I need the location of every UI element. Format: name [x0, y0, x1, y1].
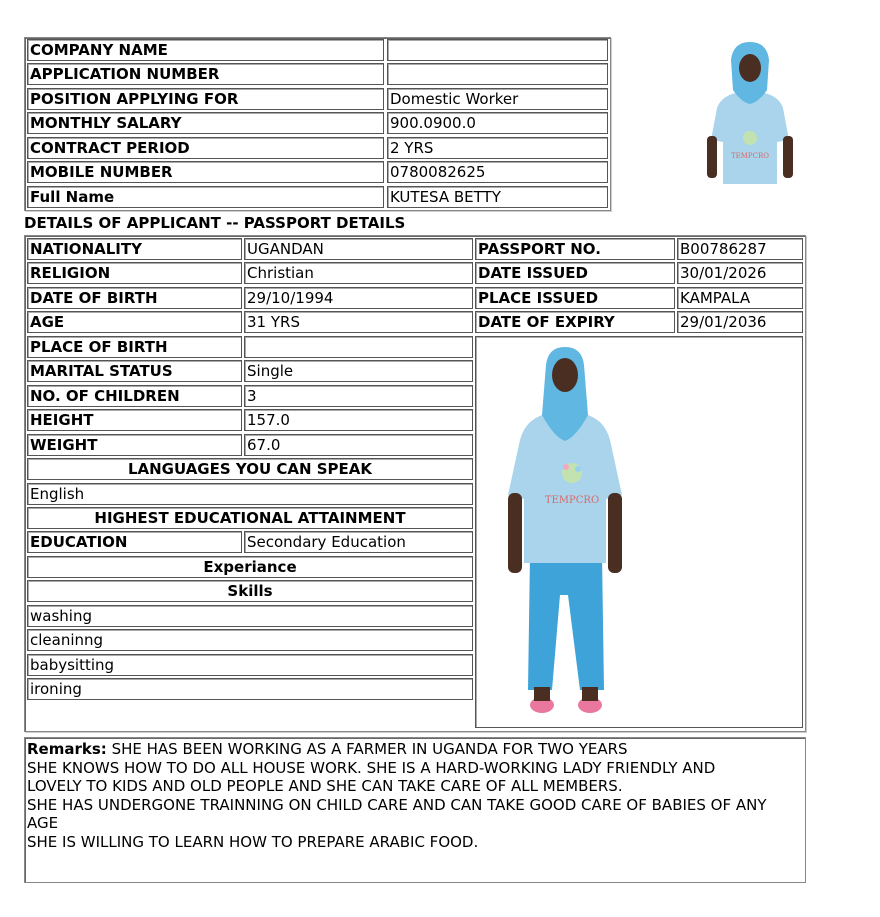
label-children: NO. OF CHILDREN	[27, 385, 242, 407]
education-heading: HIGHEST EDUCATIONAL ATTAINMENT	[27, 507, 473, 529]
label-weight: WEIGHT	[27, 434, 242, 456]
top-label-position: POSITION APPLYING FOR	[27, 88, 384, 110]
skill-item: washing	[27, 605, 473, 627]
label-height: HEIGHT	[27, 409, 242, 431]
label-date-of-birth: DATE OF BIRTH	[27, 287, 242, 309]
value-date-of-expiry: 29/01/2036	[677, 311, 803, 333]
label-age: AGE	[27, 311, 242, 333]
skills-heading: Skills	[27, 580, 473, 602]
value-height: 157.0	[244, 409, 473, 431]
skill-item: babysitting	[27, 654, 473, 676]
top-label-contract: CONTRACT PERIOD	[27, 137, 384, 159]
experience-heading: Experiance	[27, 556, 473, 578]
value-nationality: UGANDAN	[244, 238, 473, 260]
languages-heading: LANGUAGES YOU CAN SPEAK	[27, 458, 473, 480]
skill-item: cleaninng	[27, 629, 473, 651]
top-value-contract: 2 YRS	[387, 137, 608, 159]
top-label-application-number: APPLICATION NUMBER	[27, 63, 384, 85]
label-date-of-expiry: DATE OF EXPIRY	[475, 311, 675, 333]
remarks-line-1	[27, 740, 803, 759]
remarks-line-4: SHE HAS UNDERGONE TRAINNING ON CHILD CARE AND CAN TAKE GOOD CARE OF BABIES OF ANY	[27, 795, 767, 814]
top-value-application-number	[387, 63, 608, 85]
label-passport-no: PASSPORT NO.	[475, 238, 675, 260]
value-weight: 67.0	[244, 434, 473, 456]
remarks-text: SHE HAS BEEN WORKING AS A FARMER IN UGANDA FOR TWO YEARS	[111, 740, 628, 758]
value-place-issued: KAMPALA	[677, 287, 803, 309]
value-passport-no: B00786287	[677, 238, 803, 260]
label-date-issued: DATE ISSUED	[475, 262, 675, 284]
remarks-line-5: AGE	[27, 814, 59, 832]
value-date-of-birth: 29/10/1994	[244, 287, 473, 309]
remarks-box	[24, 737, 806, 883]
language-item: English	[27, 483, 473, 505]
top-value-mobile: 0780082625	[387, 161, 608, 183]
top-value-salary: 900.0900.0	[387, 112, 608, 134]
details-title: DETAILS OF APPLICANT -- PASSPORT DETAILS	[24, 214, 406, 232]
top-label-salary: MONTHLY SALARY	[27, 112, 384, 134]
label-nationality: NATIONALITY	[27, 238, 242, 260]
remarks-label: Remarks:	[27, 740, 107, 758]
value-age: 31 YRS	[244, 311, 473, 333]
value-date-issued: 30/01/2026	[677, 262, 803, 284]
top-value-position: Domestic Worker	[387, 88, 608, 110]
top-label-full-name: Full Name	[27, 186, 384, 208]
photo-logo-text-full: TEMPCRO	[544, 495, 600, 506]
label-religion: RELIGION	[27, 262, 242, 284]
skill-item: ironing	[27, 678, 473, 700]
label-place-of-birth: PLACE OF BIRTH	[27, 336, 242, 358]
top-label-mobile: MOBILE NUMBER	[27, 161, 384, 183]
top-label-company-name: COMPANY NAME	[27, 39, 384, 61]
label-marital-status: MARITAL STATUS	[27, 360, 242, 382]
label-place-issued: PLACE ISSUED	[475, 287, 675, 309]
photo-logo-text-small: TEMPCRO	[730, 152, 770, 160]
value-religion: Christian	[244, 262, 473, 284]
applicant-photo-small	[697, 38, 803, 184]
remarks-line-3: LOVELY TO KIDS AND OLD PEOPLE AND SHE CAN TAKE CARE OF ALL MEMBERS.	[27, 777, 623, 795]
value-place-of-birth	[244, 336, 473, 358]
top-value-company-name	[387, 39, 608, 61]
remarks-line-6: SHE IS WILLING TO LEARN HOW TO PREPARE ARABIC FOOD.	[27, 832, 479, 851]
value-children: 3	[244, 385, 473, 407]
remarks-line-2: SHE KNOWS HOW TO DO ALL HOUSE WORK. SHE IS A HARD-WORKING LADY FRIENDLY AND	[27, 758, 716, 777]
applicant-photo-full	[500, 345, 630, 720]
value-marital-status: Single	[244, 360, 473, 382]
label-education: EDUCATION	[27, 531, 242, 553]
top-value-full-name: KUTESA BETTY	[387, 186, 608, 208]
value-education: Secondary Education	[244, 531, 473, 553]
